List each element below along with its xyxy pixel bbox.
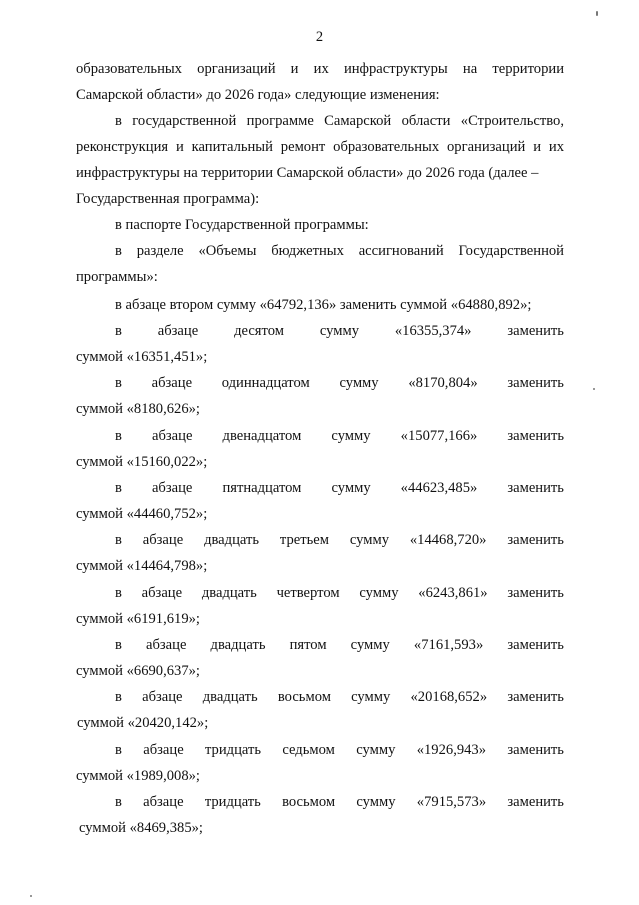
word: сумму [359, 585, 399, 601]
word: в [115, 637, 122, 653]
word: двадцать [202, 689, 258, 705]
word: четвертом [276, 585, 340, 601]
amendment-line [115, 688, 564, 706]
paragraph-line: в абзаце втором сумму «64792,136» заменить суммой «64880,892»; [115, 297, 532, 313]
word: «14468,720» [409, 532, 487, 548]
word: в [115, 794, 122, 810]
paragraph-line: реконструкция и капитальный ремонт образовательных организаций и их [76, 139, 564, 155]
word: сумму [339, 375, 379, 391]
paragraph-line: инфраструктуры на территории Самарской области» до 2026 года (далее – [76, 165, 539, 181]
amendment-tail: суммой «14464,798»; [76, 558, 208, 574]
word: абзаце [146, 637, 187, 653]
word: сумму [331, 428, 371, 444]
word: двадцать [210, 637, 266, 653]
word: в [115, 375, 122, 391]
word: в [115, 480, 122, 496]
word: восьмом [282, 794, 336, 810]
paragraph-line: Государственная программа): [76, 191, 260, 207]
amendment-tail: суммой «15160,022»; [76, 454, 208, 470]
amendment-tail: суммой «1989,008»; [76, 768, 200, 784]
word: «7161,593» [413, 637, 484, 653]
scan-speck [593, 388, 595, 390]
word: абзаце [143, 794, 184, 810]
paragraph-line: программы»: [76, 269, 158, 285]
word: заменить [507, 794, 564, 810]
word: седьмом [282, 742, 335, 758]
amendment-line [115, 479, 564, 497]
word: десятом [234, 323, 284, 339]
amendment-line [115, 531, 564, 549]
paragraph-line: в государственной программе Самарской области «Строительство, [115, 113, 564, 129]
word: заменить [507, 585, 564, 601]
word: «6243,861» [418, 585, 488, 601]
page-number: 2 [315, 29, 324, 45]
word: «20168,652» [410, 689, 488, 705]
word: заменить [507, 428, 564, 444]
word: восьмом [277, 689, 331, 705]
word: заменить [507, 637, 564, 653]
word: двенадцатом [222, 428, 302, 444]
amendment-line [115, 584, 564, 602]
word: абзаце [142, 689, 183, 705]
word: сумму [356, 742, 396, 758]
word: заменить [507, 323, 564, 339]
word: в [115, 742, 122, 758]
amendment-line [115, 427, 564, 445]
word: заменить [507, 742, 564, 758]
word: «44623,485» [400, 480, 478, 496]
word: сумму [356, 794, 396, 810]
amendment-line [115, 793, 564, 811]
amendment-tail: суммой «6191,619»; [76, 611, 200, 627]
amendment-tail: суммой «44460,752»; [76, 506, 208, 522]
paragraph-line: в паспорте Государственной программы: [115, 217, 369, 233]
paragraph-line: Самарской области» до 2026 года» следующие изменения: [76, 87, 440, 103]
amendment-tail: суммой «16351,451»; [76, 349, 208, 365]
word: пятнадцатом [222, 480, 302, 496]
word: абзаце [152, 428, 193, 444]
word: двадцать [201, 585, 257, 601]
word: сумму [349, 532, 389, 548]
word: абзаце [151, 480, 193, 496]
word: абзаце [157, 323, 199, 339]
paragraph-line: образовательных организаций и их инфраструктуры на территории [76, 61, 564, 77]
word: тридцать [204, 794, 261, 810]
word: заменить [507, 375, 564, 391]
word: в [115, 585, 122, 601]
amendment-tail: суммой «8180,626»; [76, 401, 200, 417]
word: заменить [507, 532, 564, 548]
word: «8170,804» [408, 375, 478, 391]
word: абзаце [141, 585, 183, 601]
word: абзаце [142, 532, 184, 548]
amendment-line [115, 374, 564, 392]
word: сумму [350, 637, 390, 653]
word: одиннадцатом [221, 375, 310, 391]
word: в [115, 532, 122, 548]
amendment-line [115, 741, 564, 759]
amendment-line [115, 322, 564, 340]
word: сумму [319, 323, 359, 339]
paragraph-line: в разделе «Объемы бюджетных ассигнований Государственной [115, 243, 564, 259]
word: двадцать [204, 532, 260, 548]
word: заменить [507, 480, 564, 496]
scan-speck [596, 11, 598, 16]
word: в [115, 323, 122, 339]
amendment-tail: суммой «8469,385»; [79, 820, 203, 836]
word: заменить [507, 689, 564, 705]
word: абзаце [151, 375, 193, 391]
word: тридцать [205, 742, 262, 758]
word: третьем [279, 532, 329, 548]
word: «1926,943» [416, 742, 487, 758]
scan-speck [30, 895, 32, 897]
amendment-line [115, 636, 564, 654]
amendment-tail: суммой «6690,637»; [76, 663, 200, 679]
word: в [115, 689, 122, 705]
word: абзаце [143, 742, 184, 758]
word: пятом [289, 637, 327, 653]
word: «15077,166» [400, 428, 478, 444]
word: «7915,573» [416, 794, 487, 810]
word: сумму [331, 480, 371, 496]
word: «16355,374» [394, 323, 472, 339]
word: сумму [351, 689, 391, 705]
word: в [115, 428, 122, 444]
amendment-tail: суммой «20420,142»; [77, 715, 209, 731]
